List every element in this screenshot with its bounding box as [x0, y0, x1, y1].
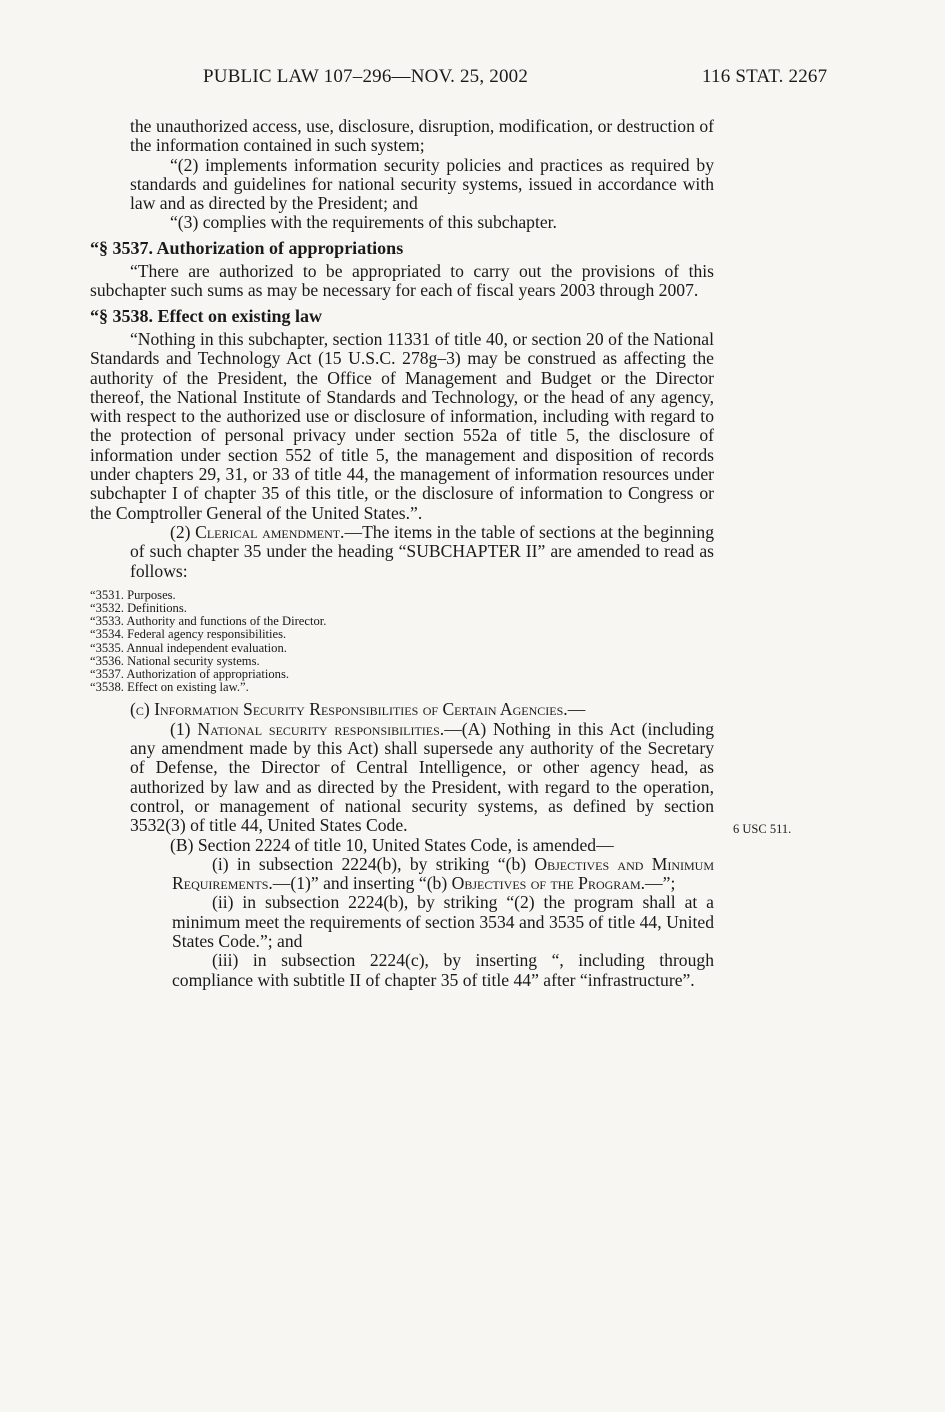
toc-item: “3536. National security systems.	[90, 653, 260, 668]
subsection-c-heading: (c) Information Security Responsibilities of Certain Agencies.	[130, 699, 568, 720]
clause-i-text: —(1)” and inserting “(b)	[272, 873, 452, 894]
paragraph-1-heading: (1) National security responsibilities.	[170, 718, 445, 739]
paragraph	[90, 855, 714, 894]
clause-i-smallcaps: Objectives of the Program.	[451, 873, 646, 894]
paragraph: (ii) in subsection 2224(b), by striking “(2) the program shall at a minimum meet the requirements of section 3534 and 3535 of title 44, United States Code.”; and	[172, 892, 714, 952]
margin-note: 6 USC 511.	[733, 822, 792, 836]
clerical-amendment-heading: (2) Clerical amendment.	[170, 521, 345, 542]
paragraph	[90, 700, 714, 719]
page-body	[90, 117, 714, 990]
section-heading-3537: “§ 3537. Authorization of appropriations	[90, 237, 404, 258]
clause-i-text: (i) in subsection 2224(b), by striking “(b)	[212, 853, 535, 874]
toc-item: “3531. Purposes.	[90, 587, 176, 602]
paragraph: “Nothing in this subchapter, section 11331 of title 40, or section 20 of the National Standards and Technology Act (15 U.S.C. 278g–3) may be construed as affecting the authority of the President, the Office of Management and Budget or the Director thereof, the National Institute of Standards and Technology, or the head of any agency, with respect to the authorized use or disclosure of information, including with regard to the protection of personal privacy under section 552a of title 5, the disclosure of information under section 552 of title 5, the management and disposition of records under chapters 29, 31, or 33 of title 44, the management of information resources under subchapter I of chapter 35 of this title, or the disclosure of information to Congress or the Comptroller General of the United States.”.	[90, 328, 714, 523]
paragraph: “There are authorized to be appropriated to carry out the provisions of this subchapter such sums as may be necessary for each of fiscal years 2003 through 2007.	[90, 261, 714, 301]
toc-item: “3533. Authority and functions of the Director.	[90, 614, 327, 629]
paragraph	[90, 523, 714, 581]
clause-i-text: —”;	[645, 873, 676, 894]
paragraph: “(3) complies with the requirements of this subchapter.	[170, 212, 557, 233]
running-header-title: PUBLIC LAW 107–296—NOV. 25, 2002	[203, 66, 529, 87]
paragraph	[90, 720, 714, 836]
paragraph-1-text: —(A) Nothing in this Act (including any amendment made by this Act) shall supersede any authority of the Secretary of Defense, the Director of Central Intelligence, or other agency head, as authorized by law and as directed by the President, with regard to the operation, control, or management of national security systems, as defined by section 3532(3) of title 44, United States Code.	[130, 718, 714, 836]
toc-item: “3532. Definitions.	[90, 601, 187, 616]
running-header-page: 116 STAT. 2267	[702, 66, 828, 87]
clause-i-smallcaps: Objectives and Minimum Requirements.	[172, 853, 715, 894]
toc-item: “3537. Authorization of appropriations.	[90, 667, 290, 682]
paragraph: (B) Section 2224 of title 10, United States Code, is amended—	[170, 834, 614, 855]
section-heading-3538: “§ 3538. Effect on existing law	[90, 305, 322, 326]
clerical-amendment-text: —The items in the table of sections at the beginning of such chapter 35 under the heading “SUBCHAPTER II” are amended to read as follows:	[130, 521, 714, 581]
paragraph: “(2) implements information security policies and practices as required by standards and guidelines for national security systems, issued in accordance with law and as directed by the President; and	[130, 154, 714, 214]
toc-item: “3534. Federal agency responsibilities.	[90, 627, 287, 642]
table-of-sections	[90, 589, 714, 695]
paragraph: the unauthorized access, use, disclosure, disruption, modification, or destruction of the information contained in such system;	[130, 116, 714, 156]
subsection-c-dash: —	[567, 699, 586, 720]
toc-item: “3538. Effect on existing law.”.	[90, 680, 249, 695]
toc-item: “3535. Annual independent evaluation.	[90, 640, 287, 655]
paragraph: (iii) in subsection 2224(c), by inserting “, including through compliance with subtitle II of chapter 35 of title 44” after “infrastructure”.	[172, 950, 714, 990]
